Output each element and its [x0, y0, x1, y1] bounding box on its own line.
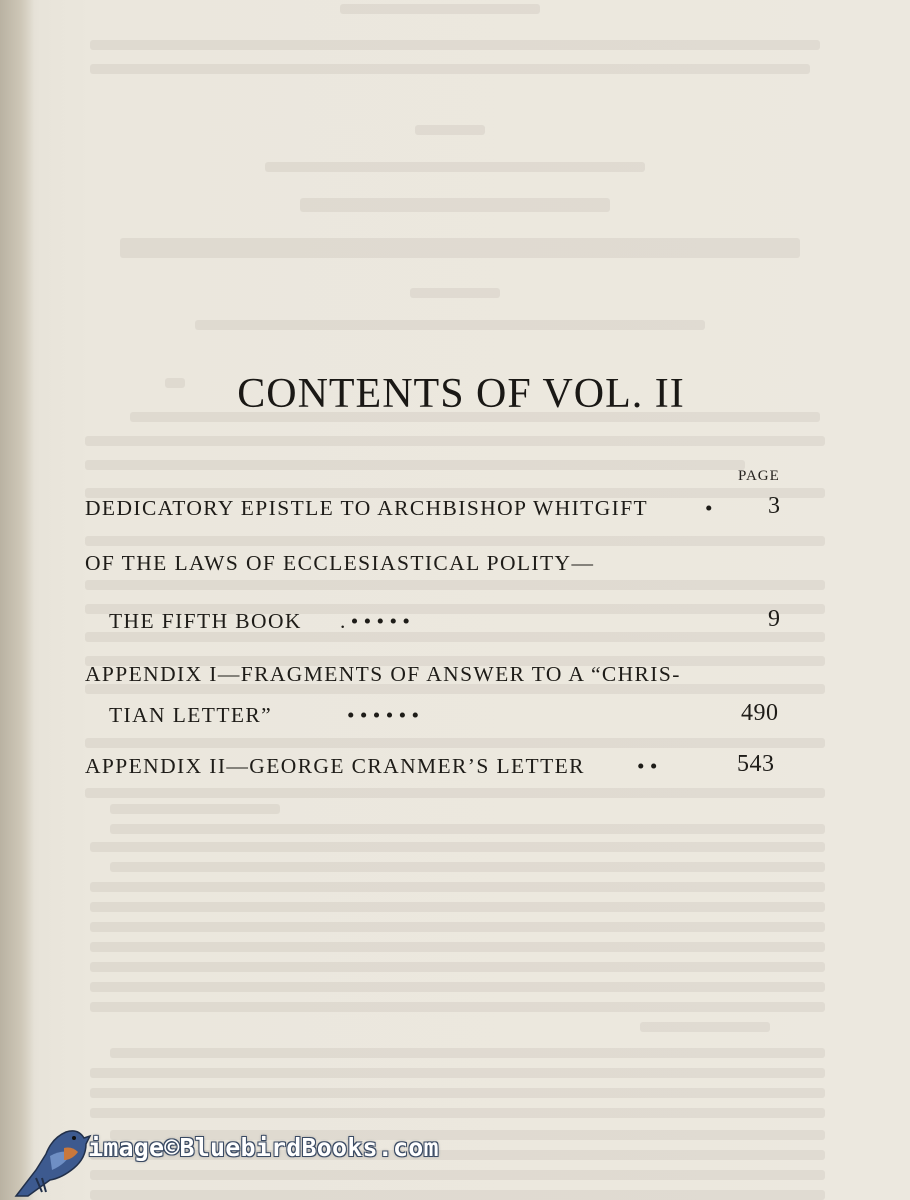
leader-dots: . • • • • •: [340, 609, 410, 633]
toc-entry-title-continued: TIAN LETTER”: [109, 703, 273, 727]
toc-entry-appendix-i-line2: [85, 700, 785, 735]
watermark-text: image©BluebirdBooks.com: [88, 1133, 439, 1162]
toc-entry-title: OF THE LAWS OF ECCLESIASTICAL POLITY—: [85, 551, 595, 575]
toc-entry-appendix-i-line1: [85, 662, 785, 694]
leader-dots: •: [705, 496, 713, 520]
toc-entry-laws-line2: [85, 606, 785, 641]
contents-heading: CONTENTS OF VOL. II: [237, 371, 685, 417]
toc-entry-title: APPENDIX I—FRAGMENTS OF ANSWER TO A “CHRIS-: [85, 662, 681, 686]
toc-page-number: 543: [737, 751, 775, 777]
toc-entry-appendix-ii: [85, 751, 785, 786]
page-gutter-shadow: [0, 0, 34, 1200]
toc-entry-laws-line1: [85, 551, 785, 583]
page-column-label: PAGE: [738, 468, 780, 484]
toc-entry-title-continued: THE FIFTH BOOK: [109, 609, 302, 633]
toc-entry-title: APPENDIX II—GEORGE CRANMER’S LETTER: [85, 754, 585, 778]
leader-dots: • • • • • •: [347, 703, 420, 727]
toc-entry-title: DEDICATORY EPISTLE TO ARCHBISHOP WHITGIFT: [85, 496, 649, 520]
toc-page-number: 3: [768, 493, 781, 519]
toc-entry-dedicatory-epistle: [85, 493, 785, 528]
toc-page-number: 9: [768, 606, 781, 632]
toc-page-number: 490: [741, 700, 779, 726]
leader-dots: • •: [637, 754, 658, 778]
